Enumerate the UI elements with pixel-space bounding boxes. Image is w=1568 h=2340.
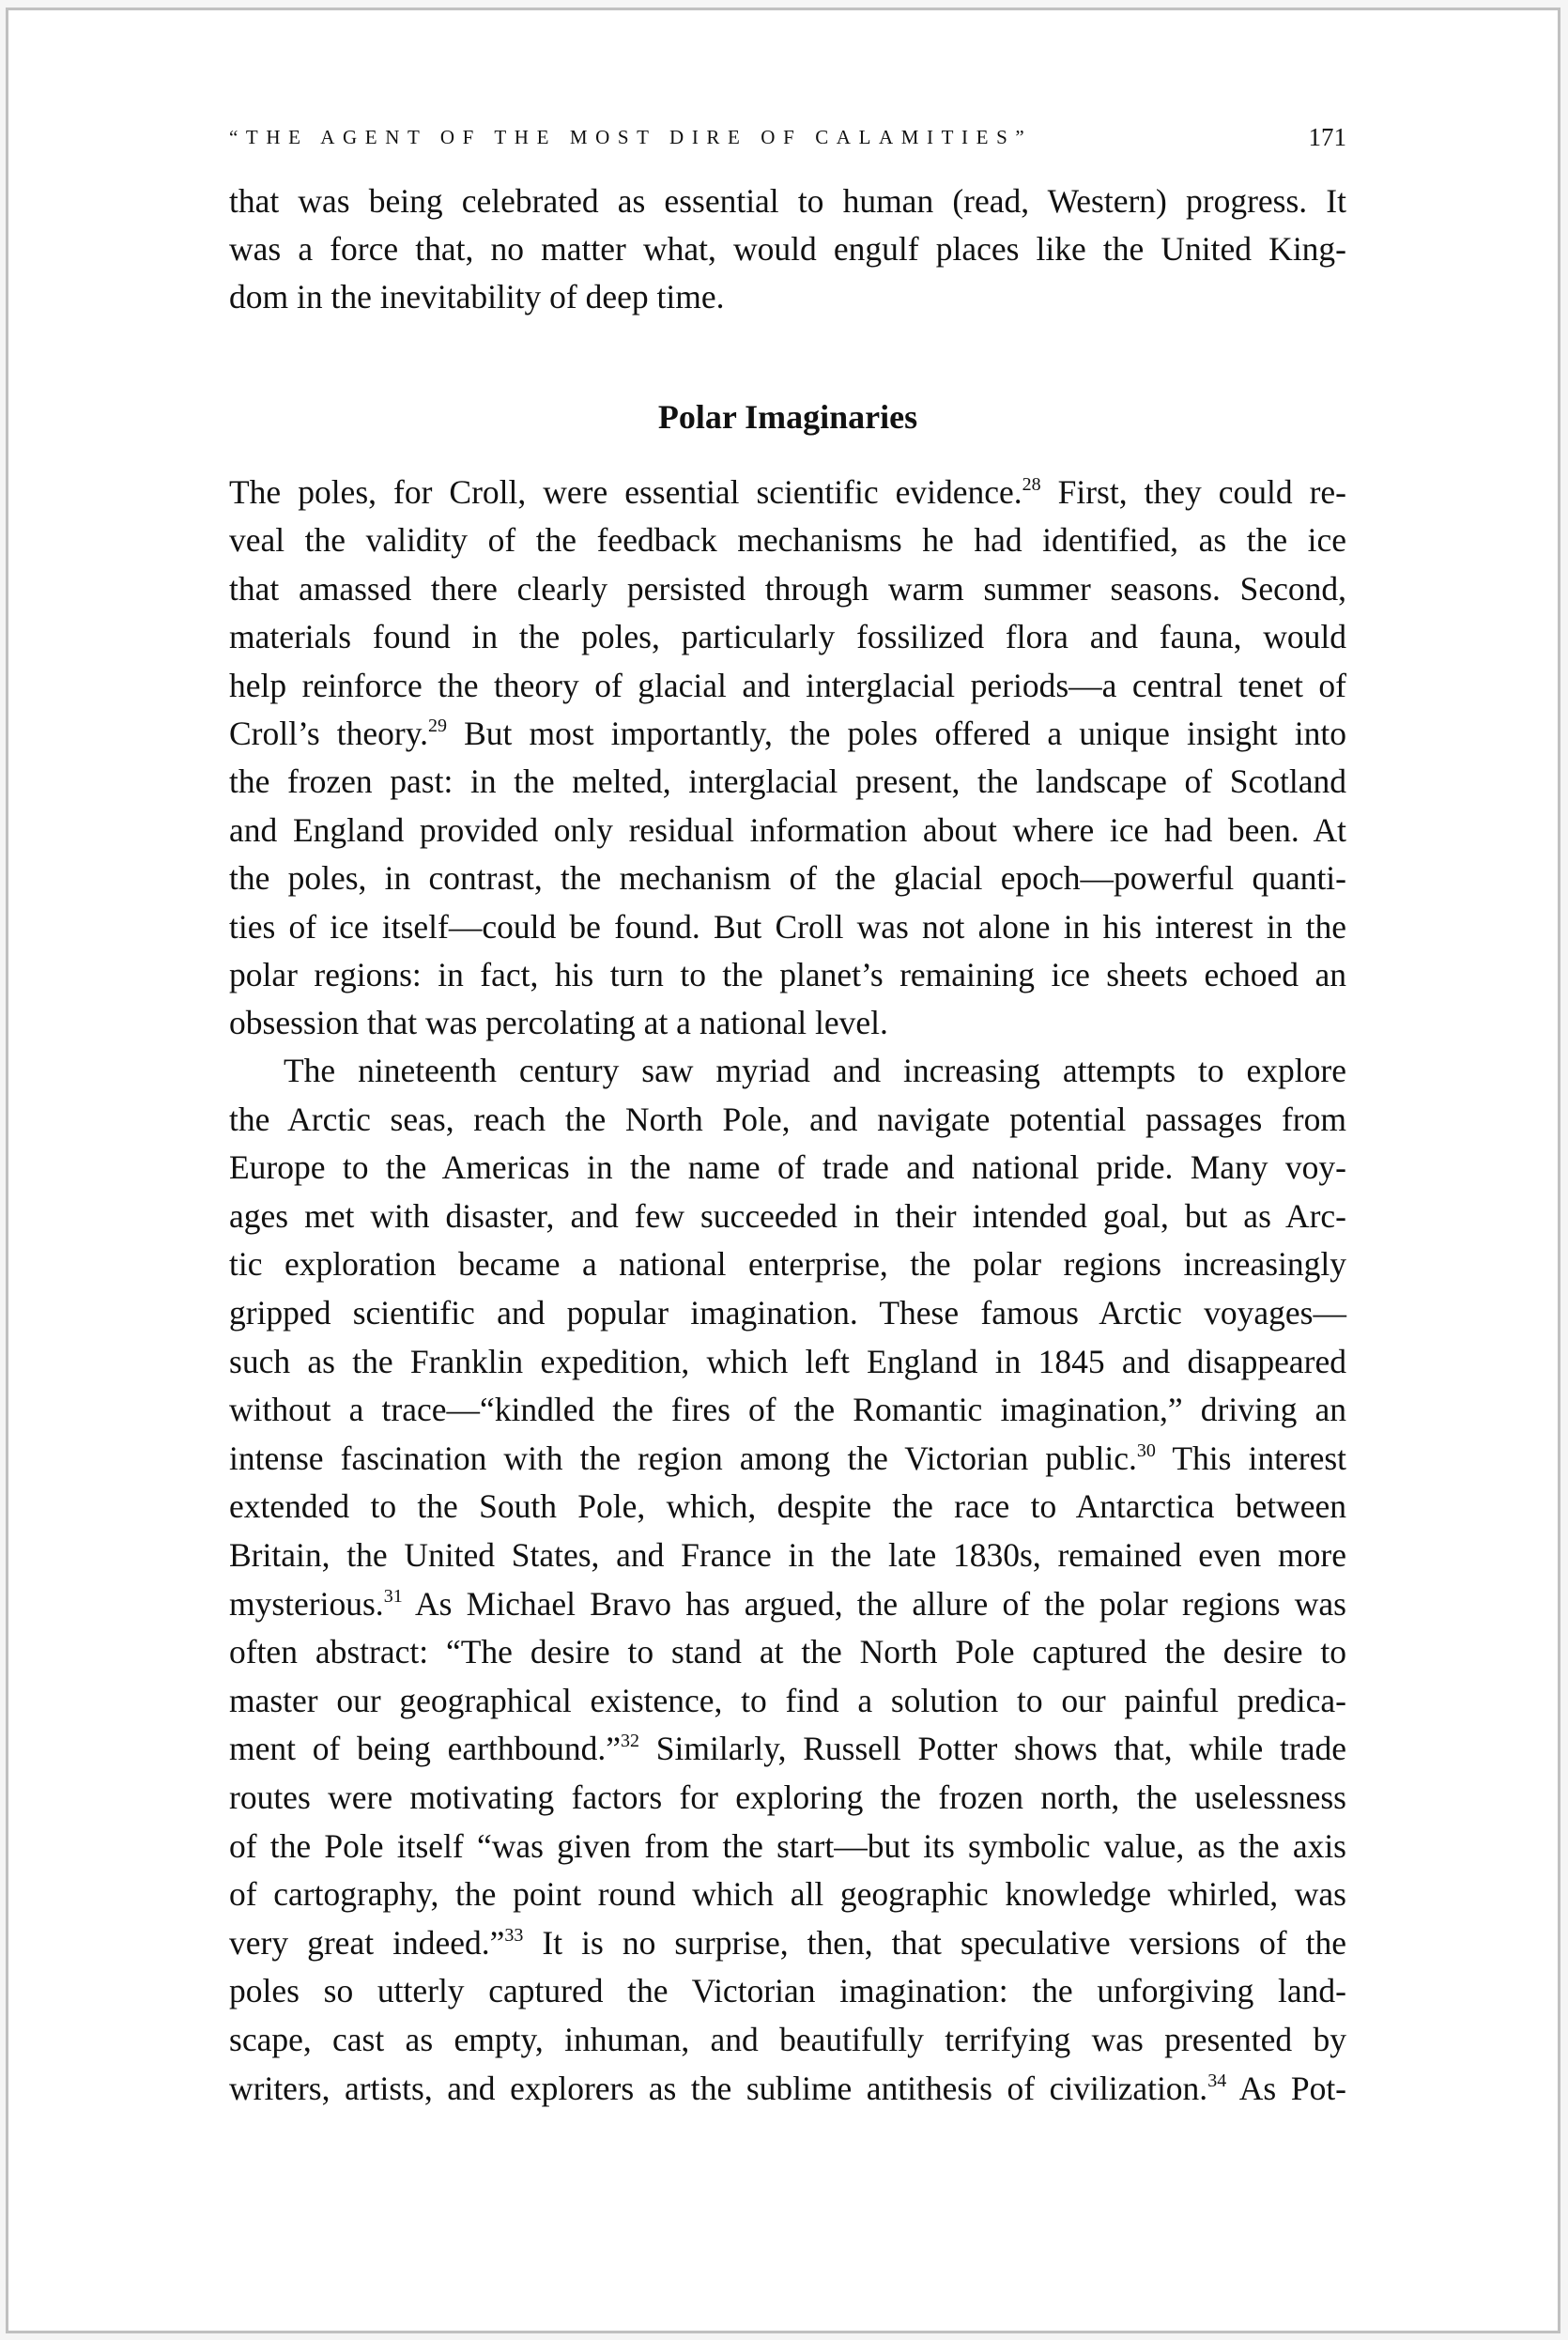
- footnote-marker[interactable]: 28: [1022, 474, 1041, 495]
- line-text: mysterious.: [229, 1585, 384, 1623]
- line-text: As Pot-: [1226, 2070, 1346, 2107]
- text-line: [229, 1918, 1346, 1967]
- line-text: Similarly, Russell Potter shows that, while trade: [639, 1730, 1346, 1767]
- text-line: [229, 1773, 1346, 1822]
- text-line: [229, 1966, 1346, 2015]
- line-text: of the Pole itself “was given from the start—but its symbolic value, as the axis: [229, 1827, 1346, 1865]
- text-line: [229, 1143, 1346, 1192]
- text-line: that was being celebrated as essential to human (read, Western) progress. It: [229, 182, 1346, 220]
- line-text: such as the Franklin expedition, which left England in 1845 and disappeared: [229, 1343, 1346, 1380]
- running-title: “THE AGENT OF THE MOST DIRE OF CALAMITIES”: [229, 126, 1033, 148]
- text-line: [229, 902, 1346, 951]
- text-line: [229, 468, 1346, 516]
- line-text: intense fascination with the region among the Victorian public.: [229, 1439, 1137, 1477]
- text-line: [229, 998, 1346, 1047]
- line-text: poles so utterly captured the Victorian imagination: the unforgiving land-: [229, 1972, 1346, 2009]
- section-heading: Polar Imaginaries: [657, 398, 918, 436]
- line-text: ment of being earthbound.”: [229, 1730, 621, 1767]
- line-text: veal the validity of the feedback mechanisms he had identified, as the ice: [229, 521, 1346, 559]
- line-text: very great indeed.”: [229, 1924, 505, 1962]
- line-text: often abstract: “The desire to stand at the North Pole captured the desire to: [229, 1633, 1346, 1670]
- line-text: It is no surprise, then, that speculative versions of the: [523, 1924, 1346, 1962]
- line-text: Europe to the Americas in the name of trade and national pride. Many voy-: [229, 1148, 1346, 1186]
- footnote-marker[interactable]: 32: [621, 1731, 639, 1751]
- text-line: [229, 1822, 1346, 1870]
- line-text: ages met with disaster, and few succeeded in their intended goal, but as Arc-: [229, 1197, 1346, 1235]
- text-line: [229, 1531, 1346, 1579]
- line-text: The nineteenth century saw myriad and increasing attempts to explore: [284, 1052, 1346, 1089]
- line-text: materials found in the poles, particularly fossilized flora and fauna, would: [229, 618, 1346, 655]
- text-line: [229, 1288, 1346, 1337]
- line-text: As Michael Bravo has argued, the allure of the polar regions was: [402, 1585, 1346, 1623]
- line-text: the Arctic seas, reach the North Pole, and navigate potential passages from: [229, 1101, 1346, 1138]
- line-text: master our geographical existence, to find a solution to our painful predica-: [229, 1682, 1346, 1719]
- footnote-marker[interactable]: 31: [383, 1586, 403, 1607]
- footnote-marker[interactable]: 33: [504, 1925, 524, 1946]
- line-text: help reinforce the theory of glacial and interglacial periods—a central tenet of: [229, 667, 1346, 704]
- text-line: [229, 2015, 1346, 2064]
- line-text: obsession that was percolating at a national level.: [229, 1004, 888, 1041]
- line-text: Britain, the United States, and France in the late 1830s, remained even more: [229, 1536, 1346, 1574]
- text-line: [229, 564, 1346, 613]
- running-head: [229, 120, 1346, 154]
- text-line: [229, 1724, 1346, 1773]
- text-line: [229, 2064, 1346, 2113]
- footnote-marker[interactable]: 30: [1136, 1440, 1156, 1461]
- line-text: writers, artists, and explorers as the sublime antithesis of civilization.: [229, 2070, 1208, 2107]
- line-text: the poles, in contrast, the mechanism of the glacial epoch—powerful quanti-: [229, 859, 1346, 897]
- line-text: extended to the South Pole, which, despite the race to Antarctica between: [229, 1487, 1346, 1525]
- page-number: 171: [1308, 123, 1346, 151]
- text-line: [229, 1385, 1346, 1434]
- line-text: polar regions: in fact, his turn to the planet’s remaining ice sheets echoed an: [229, 956, 1346, 993]
- text-line: [229, 1095, 1346, 1144]
- text-line: dom in the inevitability of deep time.: [229, 278, 725, 316]
- text-line: [229, 612, 1346, 661]
- line-text: that amassed there clearly persisted through warm summer seasons. Second,: [229, 570, 1346, 608]
- text-line: [229, 1579, 1346, 1628]
- line-text: tic exploration became a national enterprise, the polar regions increasingly: [229, 1245, 1346, 1283]
- text-line: [229, 757, 1346, 806]
- text-line: [229, 854, 1346, 902]
- line-text: First, they could re-: [1040, 473, 1346, 511]
- line-text: The poles, for Croll, were essential scientific evidence.: [229, 473, 1022, 511]
- text-line: [229, 661, 1346, 710]
- line-text: gripped scientific and popular imagination. These famous Arctic voyages—: [229, 1294, 1346, 1332]
- text-line: [229, 1434, 1346, 1483]
- text-line: [229, 806, 1346, 854]
- footnote-marker[interactable]: 29: [428, 716, 448, 736]
- text-line: was a force that, no matter what, would engulf places like the United King-: [229, 230, 1346, 268]
- line-text: But most importantly, the poles offered a unique insight into: [447, 715, 1346, 752]
- text-line: [229, 1627, 1346, 1676]
- text-line: [229, 1482, 1346, 1531]
- line-text: and England provided only residual information about where ice had been. At: [229, 811, 1346, 849]
- text-line: [229, 516, 1346, 564]
- text-line: [229, 1337, 1346, 1386]
- line-text: of cartography, the point round which all geographic knowledge whirled, was: [229, 1875, 1346, 1913]
- line-text: without a trace—“kindled the fires of the Romantic imagination,” driving an: [229, 1391, 1346, 1428]
- text-line: [229, 1239, 1346, 1288]
- line-text: the frozen past: in the melted, interglacial present, the landscape of Scotland: [229, 762, 1346, 800]
- line-text: Croll’s theory.: [229, 715, 429, 752]
- text-line: [229, 1192, 1346, 1240]
- line-text: This interest: [1155, 1439, 1347, 1477]
- text-line: [229, 1676, 1346, 1725]
- text-line: [229, 1870, 1346, 1918]
- line-text: routes were motivating factors for exploring the frozen north, the uselessness: [229, 1778, 1346, 1816]
- line-text: ties of ice itself—could be found. But Croll was not alone in his interest in the: [229, 908, 1346, 946]
- line-text: scape, cast as empty, inhuman, and beautifully terrifying was presented by: [229, 2021, 1346, 2058]
- text-line: [229, 950, 1346, 999]
- footnote-marker[interactable]: 34: [1207, 2071, 1227, 2091]
- text-line: [284, 1046, 1346, 1095]
- text-line: [229, 709, 1346, 758]
